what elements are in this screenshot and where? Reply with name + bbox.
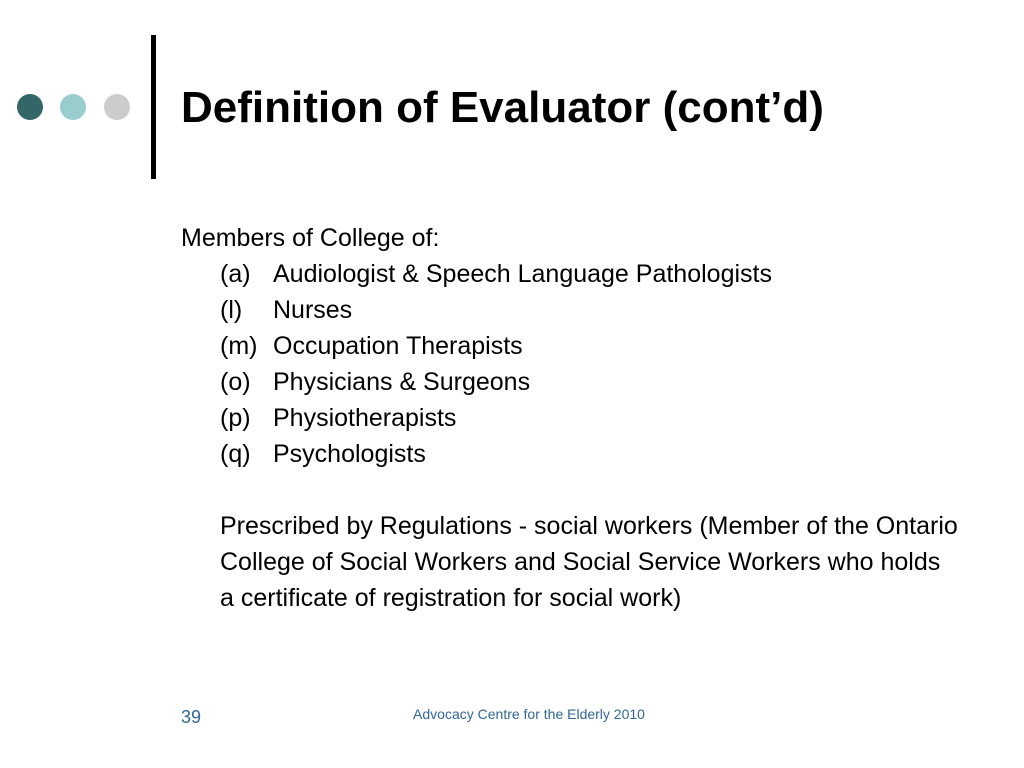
decorative-dot-dark-icon — [17, 94, 43, 120]
title-divider — [151, 35, 156, 179]
list-item-text: Audiologist & Speech Language Pathologists — [273, 260, 772, 288]
decorative-dot-light-icon — [60, 94, 86, 120]
list-item-marker: (p) — [220, 404, 251, 432]
list-item-text: Physiotherapists — [273, 404, 457, 432]
list-item — [220, 436, 971, 472]
list-item-text: Physicians & Surgeons — [273, 368, 531, 396]
college-list — [181, 256, 971, 472]
list-item-marker: (q) — [220, 440, 251, 468]
list-item-marker: (l) — [220, 296, 243, 324]
decorative-dot-grey-icon — [104, 94, 130, 120]
slide-title: Definition of Evaluator (cont’d) — [181, 83, 824, 132]
list-item — [220, 292, 971, 328]
list-item — [220, 256, 971, 292]
list-item-marker: (a) — [220, 260, 251, 288]
footer-text: Advocacy Centre for the Elderly 2010 — [413, 706, 645, 722]
list-item-marker: (m) — [220, 332, 258, 360]
list-item-text: Occupation Therapists — [273, 332, 523, 360]
list-item — [220, 400, 971, 436]
page-number: 39 — [181, 707, 202, 727]
list-item-text: Psychologists — [273, 440, 426, 468]
list-item — [220, 364, 971, 400]
list-item — [220, 328, 971, 364]
list-item-text: Nurses — [273, 296, 353, 324]
regulations-paragraph: Prescribed by Regulations - social workers (Member of the Ontario College of Social Workers and Social Service Workers who holds a certificate of registration for social work) — [220, 512, 958, 612]
slide-body — [181, 220, 971, 616]
intro-text: Members of College of: — [181, 224, 440, 252]
list-item-marker: (o) — [220, 368, 251, 396]
